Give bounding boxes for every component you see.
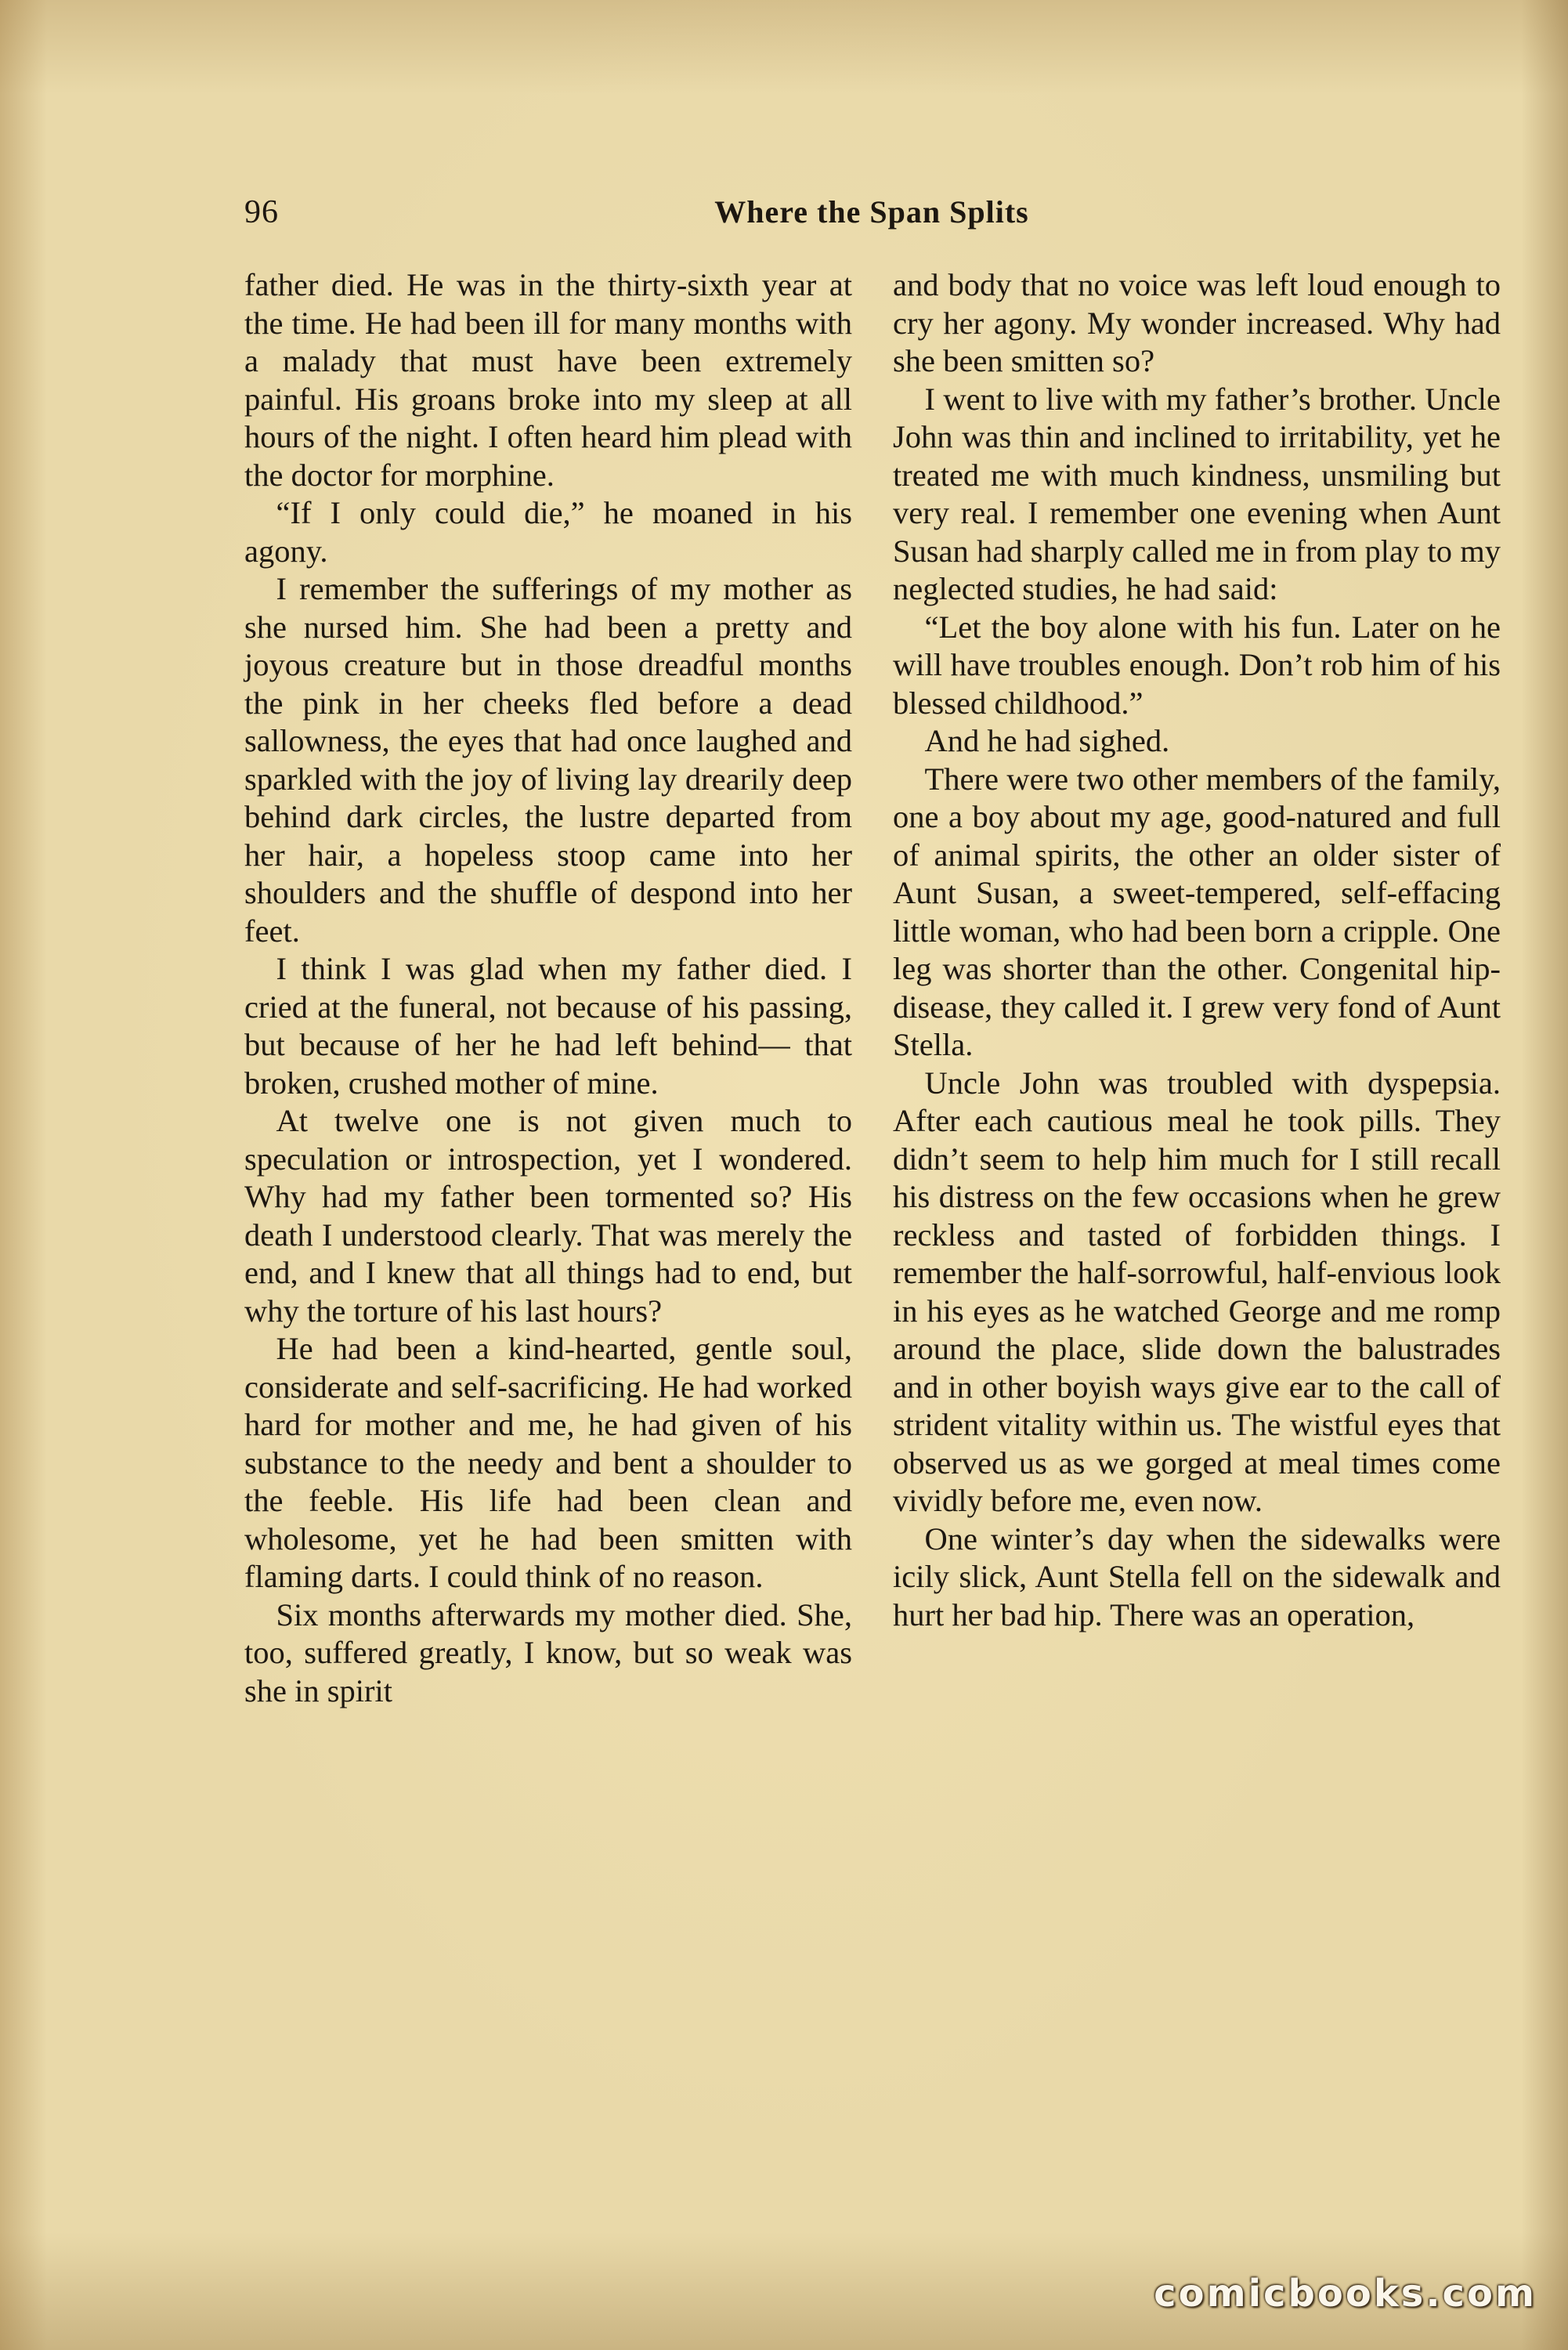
running-title: Where the Span Splits [714, 194, 1029, 230]
page-header [244, 193, 1499, 232]
paragraph: He had been a kind-hearted, gentle soul, considerate and self-sacrificing. He had worked hard for mother and me, he had given of his substance to the needy and bent a shoulder to the feeble. His life had been clean and wholesome, yet he had been smitten with flaming darts. I could think of no reason. [244, 1331, 852, 1594]
source-watermark: comicbooks.com [1154, 2272, 1537, 2316]
paragraph: There were two other members of the family, one a boy about my age, good-natured and full of animal spirits, the other an older sister of Aunt Susan, a sweet-tempered, self-effacing little woman, who had been born a cripple. One leg was shorter than the other. Congenital hip-disease, they called it. I grew very fond of Aunt Stella. [893, 761, 1501, 1062]
page-number: 96 [244, 194, 279, 230]
paragraph: Uncle John was troubled with dyspepsia. After each cautious meal he took pills. They didn’t seem to help him much for I still recall his distress on the few occasions when he grew reckless and tasted of forbidden things. I remember the half-sorrowful, half-envious look in his eyes as he watched George and me romp around the place, slide down the balustrades and in other boyish ways give ear to the call of strident vitality within us. The wistful eyes that observed us as we gorged at meal times come vividly before me, even now. [893, 1065, 1501, 1518]
paragraph: Six months afterwards my mother died. She, too, suffered greatly, I know, but so weak was she in spirit [244, 1596, 852, 1708]
text-column-left [244, 266, 852, 1710]
paragraph: and body that no voice was left loud enough to cry her agony. My wonder increased. Why had she been smitten so? [893, 267, 1501, 378]
paragraph: One winter’s day when the sidewalks were icily slick, Aunt Stella fell on the sidewalk and hurt her bad hip. There was an operation, [893, 1520, 1501, 1632]
paragraph: “If I only could die,” he moaned in his agony. [244, 495, 852, 569]
paragraph: I remember the sufferings of my mother as she nursed him. She had been a pretty and joyous creature but in those dreadful months the pink in her cheeks fled before a dead sallowness, the eyes that had once laughed and sparkled with the joy of living lay drearily deep behind dark circles, the lustre departed from her hair, a hopeless stoop came into her shoulders and the shuffle of despond into her feet. [244, 571, 852, 949]
paragraph: father died. He was in the thirty-sixth year at the time. He had been ill for many months with a malady that must have been extremely painful. His groans broke into my sleep at all hours of the night. I often heard him plead with the doctor for morphine. [244, 267, 852, 493]
paragraph: At twelve one is not given much to speculation or introspection, yet I wondered. Why had my father been tormented so? His death I understood clearly. That was merely the end, and I knew that all things had to end, but why the torture of his last hours? [244, 1103, 852, 1329]
text-column-right [893, 266, 1501, 1634]
paragraph: And he had sighed. [924, 723, 1170, 758]
paragraph: I think I was glad when my father died. I cried at the funeral, not because of his passing, but because of her he had left behind— that broken, crushed mother of mine. [244, 951, 852, 1101]
paragraph: “Let the boy alone with his fun. Later on he will have troubles enough. Don’t rob him of his blessed childhood.” [893, 609, 1501, 721]
paragraph: I went to live with my father’s brother. Uncle John was thin and inclined to irritability, yet he treated me with much kindness, unsmiling but very real. I remember one evening when Aunt Susan had sharply called me in from play to my neglected studies, he had said: [893, 381, 1501, 606]
